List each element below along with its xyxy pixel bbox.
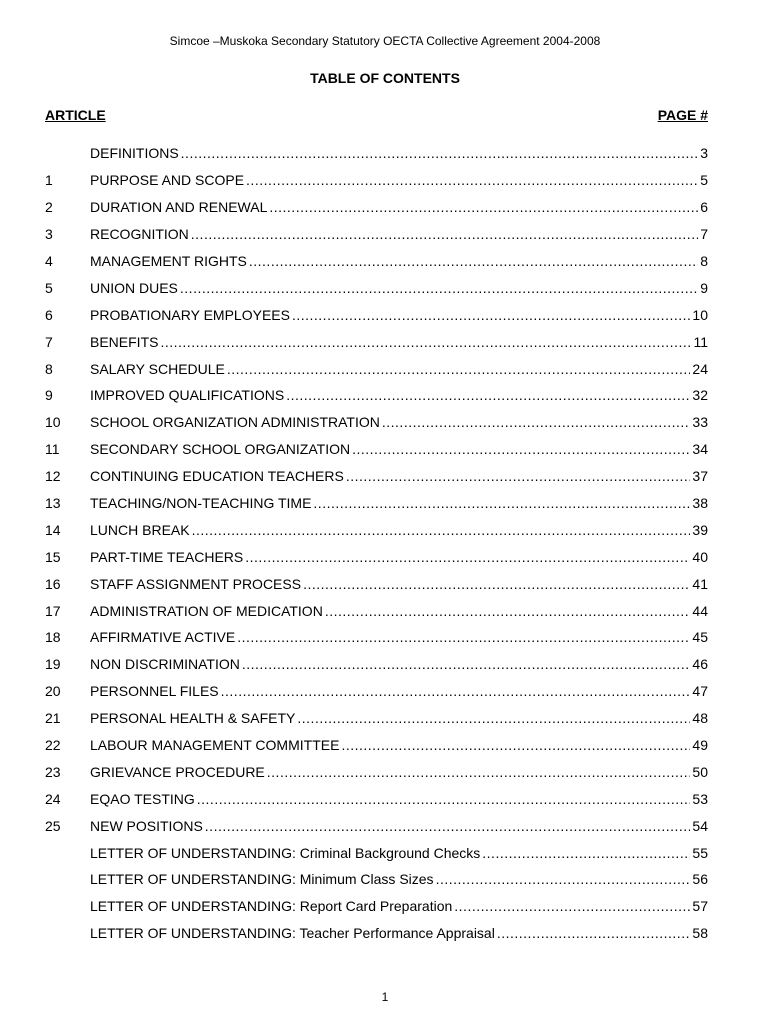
- toc-entry-page-number: 11: [693, 333, 708, 350]
- toc-entry-title-text: BENEFITS: [90, 333, 159, 350]
- toc-entry: [45, 758, 708, 785]
- toc-entry-title-text: IMPROVED QUALIFICATIONS: [90, 387, 285, 404]
- dot-leader: [160, 334, 691, 350]
- toc-entry-article-number: 23: [45, 763, 61, 780]
- toc-entry-title-text: EQAO TESTING: [90, 790, 195, 807]
- toc-entry: [45, 893, 708, 920]
- toc-entry: [45, 597, 708, 624]
- toc-entry-title: [90, 925, 690, 941]
- toc-entry-article-number: 14: [45, 521, 61, 538]
- toc-entry-title-text: ADMINISTRATION OF MEDICATION: [90, 602, 323, 619]
- toc-entry-title: [90, 603, 690, 619]
- dot-leader: [297, 710, 690, 726]
- toc-entry: [45, 436, 708, 463]
- toc-entry-title: [90, 253, 698, 269]
- dot-leader: [197, 791, 691, 807]
- toc-entry-title: [90, 576, 690, 592]
- dot-leader: [346, 468, 691, 484]
- toc-entry: [45, 785, 708, 812]
- toc-entry: [45, 732, 708, 759]
- toc-entry-page-number: 8: [700, 253, 708, 269]
- toc-entry-title: [90, 898, 690, 914]
- toc-entry-page-number: 37: [692, 468, 708, 485]
- toc-entry-title: [90, 549, 690, 565]
- toc-entry-article-number: 17: [45, 602, 61, 619]
- toc-entry-title-text: LETTER OF UNDERSTANDING: Report Card Preparation: [90, 898, 453, 915]
- dot-leader: [325, 603, 691, 619]
- dot-leader: [181, 145, 699, 161]
- toc-entry-page-number: 48: [692, 710, 708, 727]
- toc-entry: [45, 705, 708, 732]
- toc-entry-page-number: 6: [700, 199, 708, 216]
- toc-entry-article-number: 6: [45, 306, 53, 323]
- toc-entry-article-number: 22: [45, 737, 61, 754]
- dot-leader: [269, 199, 698, 215]
- toc-entry-title-text: PURPOSE AND SCOPE: [90, 172, 245, 189]
- toc-entry-title-text: GRIEVANCE PROCEDURE: [90, 763, 265, 780]
- toc-entry: [45, 624, 708, 651]
- toc-entry-title-text: PERSONNEL FILES: [90, 683, 219, 700]
- toc-entry-title-text: LABOUR MANAGEMENT COMMITTEE: [90, 737, 340, 754]
- toc-entry-title-text: SALARY SCHEDULE: [90, 360, 225, 377]
- toc-entry-title: [90, 226, 698, 242]
- toc-entry: [45, 839, 708, 866]
- toc-entry: [45, 328, 708, 355]
- toc-entry-title-text: SCHOOL ORGANIZATION ADMINISTRATION: [90, 414, 380, 431]
- toc-entry: [45, 355, 708, 382]
- toc-entry-title-text: PERSONAL HEALTH & SAFETY: [90, 710, 296, 727]
- dot-leader: [382, 414, 691, 430]
- dot-leader: [292, 307, 690, 323]
- toc-entry: [45, 194, 708, 221]
- toc-entry-page-number: 50: [692, 763, 708, 780]
- toc-entry: [45, 409, 708, 436]
- toc-entry-title: [90, 764, 690, 780]
- toc-entry-title: [90, 495, 690, 511]
- toc-entry-title: [90, 414, 690, 430]
- toc-entry-page-number: 58: [692, 925, 708, 942]
- toc-entry: [45, 167, 708, 194]
- toc-entry-page-number: 47: [692, 683, 708, 700]
- toc-entry-title: [90, 468, 690, 484]
- toc-entry-page-number: 9: [700, 279, 708, 296]
- toc-entry-page-number: 53: [692, 790, 708, 807]
- running-header: Simcoe –Muskoka Secondary Statutory OECTA Collective Agreement 2004-2008: [169, 34, 601, 48]
- toc-entry-article-number: 13: [45, 495, 61, 512]
- toc-entry-title-text: PROBATIONARY EMPLOYEES: [90, 306, 290, 323]
- page-column-heading: PAGE #: [657, 107, 708, 123]
- toc-entry-article-number: 11: [45, 441, 60, 458]
- toc-entry-article-number: 16: [45, 575, 61, 592]
- toc-entry-title: [90, 334, 691, 350]
- toc-entry-article-number: 21: [45, 710, 61, 727]
- toc-entry-page-number: 7: [700, 226, 708, 243]
- toc-entry: [45, 516, 708, 543]
- toc-entry-page-number: 55: [692, 844, 708, 861]
- dot-leader: [242, 656, 691, 672]
- toc-entry-title: [90, 307, 690, 323]
- toc-title: TABLE OF CONTENTS: [310, 70, 460, 86]
- toc-entry-title: [90, 845, 690, 861]
- toc-entry-article-number: 8: [45, 360, 53, 377]
- toc-entry-title: [90, 361, 690, 377]
- toc-entry-article-number: 3: [45, 226, 53, 243]
- toc-entry-title-text: STAFF ASSIGNMENT PROCESS: [90, 575, 302, 592]
- page-number: 1: [381, 990, 389, 1004]
- dot-leader: [246, 172, 698, 188]
- toc-entry: [45, 248, 708, 275]
- dot-leader: [286, 387, 690, 403]
- toc-entry-article-number: 4: [45, 253, 53, 269]
- toc-entry-title-text: LETTER OF UNDERSTANDING: Criminal Background Checks: [90, 844, 481, 861]
- toc-entry-article-number: 10: [45, 414, 61, 431]
- toc-entry-title: [90, 656, 690, 672]
- toc-entry-page-number: 49: [692, 737, 708, 754]
- toc-entry-title-text: MANAGEMENT RIGHTS: [90, 253, 247, 269]
- dot-leader: [192, 522, 691, 538]
- article-column-heading: ARTICLE: [45, 107, 106, 123]
- toc-entry: [45, 570, 708, 597]
- toc-entry-title: [90, 791, 690, 807]
- toc-entry-page-number: 5: [700, 172, 708, 189]
- toc-entry-article-number: 2: [45, 199, 53, 216]
- toc-entry-article-number: 18: [45, 629, 61, 646]
- dot-leader: [341, 737, 690, 753]
- toc-entry-title: [90, 737, 690, 753]
- dot-leader: [205, 818, 691, 834]
- toc-entry-title-text: LUNCH BREAK: [90, 521, 190, 538]
- dot-leader: [454, 898, 690, 914]
- toc-entry-title: [90, 441, 690, 457]
- toc-entry-title-text: DURATION AND RENEWAL: [90, 199, 268, 216]
- toc-entry-title-text: CONTINUING EDUCATION TEACHERS: [90, 468, 344, 485]
- toc-entry-title-text: SECONDARY SCHOOL ORGANIZATION: [90, 441, 351, 458]
- toc-entry-title: [90, 280, 698, 296]
- toc-entry: [45, 866, 708, 893]
- toc-entry-article-number: 15: [45, 548, 61, 565]
- dot-leader: [352, 441, 690, 457]
- toc-entry-page-number: 54: [692, 817, 708, 834]
- toc-entry-page-number: 38: [692, 495, 708, 512]
- toc-entry-page-number: 40: [692, 548, 708, 565]
- toc-entry-article-number: 24: [45, 790, 61, 807]
- toc-entry-title: [90, 172, 698, 188]
- toc-entry-article-number: 5: [45, 279, 53, 296]
- toc-entry: [45, 543, 708, 570]
- toc-entry-article-number: 1: [45, 172, 53, 189]
- toc-entry: [45, 678, 708, 705]
- toc-entry-title: [90, 710, 690, 726]
- toc-entry-title-text: DEFINITIONS: [90, 145, 179, 162]
- toc-entry-page-number: 33: [692, 414, 708, 431]
- dot-leader: [267, 764, 691, 780]
- toc-entry: [45, 221, 708, 248]
- toc-entry: [45, 274, 708, 301]
- toc-entry-article-number: 19: [45, 656, 61, 673]
- toc-entry-title-text: LETTER OF UNDERSTANDING: Teacher Performance Appraisal: [90, 925, 495, 942]
- toc-entry-page-number: 56: [692, 871, 708, 888]
- toc-entry: [45, 920, 708, 947]
- dot-leader: [191, 226, 698, 242]
- toc-entry: [45, 301, 708, 328]
- toc-entry-page-number: 44: [692, 602, 708, 619]
- toc-entry-title: [90, 818, 690, 834]
- toc-entry: [45, 382, 708, 409]
- toc-entry-page-number: 57: [692, 898, 708, 915]
- dot-leader: [303, 576, 690, 592]
- toc-entry-page-number: 24: [692, 360, 708, 377]
- toc-entry-list: [45, 140, 708, 947]
- toc-entry-title-text: NON DISCRIMINATION: [90, 656, 240, 673]
- toc-entry-page-number: 45: [692, 629, 708, 646]
- dot-leader: [482, 845, 690, 861]
- toc-entry-title: [90, 145, 698, 161]
- toc-entry-title: [90, 522, 690, 538]
- toc-entry-title: [90, 871, 690, 887]
- toc-entry: [45, 651, 708, 678]
- dot-leader: [237, 629, 690, 645]
- toc-entry-article-number: 12: [45, 468, 61, 485]
- toc-entry-title-text: NEW POSITIONS: [90, 817, 203, 834]
- toc-entry: [45, 812, 708, 839]
- toc-entry-title: [90, 683, 690, 699]
- toc-entry-article-number: 7: [45, 333, 53, 350]
- toc-entry-page-number: 39: [692, 521, 708, 538]
- toc-entry: [45, 140, 708, 167]
- toc-entry-title-text: TEACHING/NON-TEACHING TIME: [90, 495, 312, 512]
- toc-entry-page-number: 34: [692, 441, 708, 458]
- toc-entry-page-number: 32: [692, 387, 708, 404]
- toc-entry: [45, 490, 708, 517]
- toc-entry-article-number: 20: [45, 683, 61, 700]
- toc-entry-title: [90, 199, 698, 215]
- toc-entry-title-text: UNION DUES: [90, 279, 178, 296]
- toc-entry-title: [90, 387, 690, 403]
- dot-leader: [249, 253, 698, 269]
- dot-leader: [227, 361, 691, 377]
- dot-leader: [245, 549, 690, 565]
- dot-leader: [497, 925, 691, 941]
- toc-entry-article-number: 25: [45, 817, 61, 834]
- toc-entry-title-text: LETTER OF UNDERSTANDING: Minimum Class Sizes: [90, 871, 434, 888]
- dot-leader: [180, 280, 698, 296]
- toc-entry-article-number: 9: [45, 387, 53, 404]
- toc-entry-page-number: 41: [692, 575, 708, 592]
- dot-leader: [221, 683, 691, 699]
- dot-leader: [313, 495, 690, 511]
- toc-entry-page-number: 10: [692, 306, 708, 323]
- toc-entry-title-text: PART-TIME TEACHERS: [90, 548, 244, 565]
- toc-entry-title-text: RECOGNITION: [90, 226, 189, 243]
- toc-entry-page-number: 3: [700, 145, 708, 162]
- dot-leader: [436, 871, 691, 887]
- toc-entry-title: [90, 629, 690, 645]
- toc-entry-page-number: 46: [692, 656, 708, 673]
- toc-entry: [45, 463, 708, 490]
- toc-entry-title-text: AFFIRMATIVE ACTIVE: [90, 629, 236, 646]
